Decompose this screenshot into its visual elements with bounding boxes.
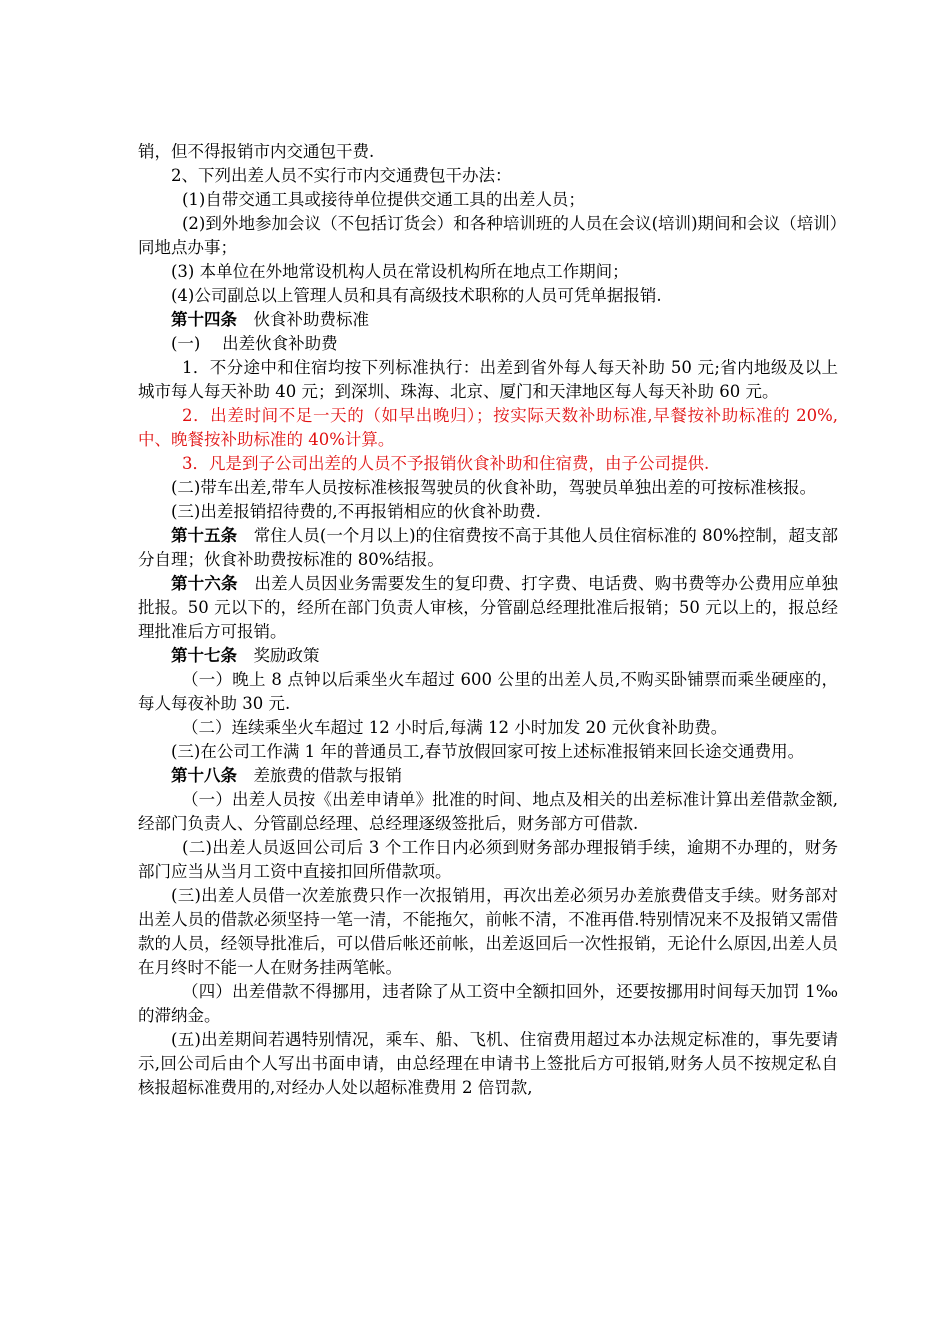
- body-paragraph: [138, 212, 838, 260]
- body-paragraph: [138, 284, 838, 308]
- paragraph-text: (二)出差人员返回公司后 3 个工作日内必须到财务部办理报销手续，逾期不办理的，财务部门应当从当月工资中直接扣回所借款项。: [138, 838, 838, 881]
- article-heading: 第十五条: [171, 526, 238, 545]
- paragraph-text: 2．出差时间不足一天的（如早出晚归）；按实际天数补助标准,早餐按补助标准的 20%,中、晚餐按补助标准的 40%计算。: [138, 406, 838, 449]
- paragraph-text: (三)在公司工作满 1 年的普通员工,春节放假回家可按上述标准报销来回长途交通费用。: [171, 742, 805, 761]
- paragraph-text: 差旅费的借款与报销: [237, 766, 402, 785]
- paragraph-text: (1)自带交通工具或接待单位提供交通工具的出差人员；: [182, 190, 585, 209]
- paragraph-text: (一) 出差伙食补助费: [171, 334, 338, 353]
- body-paragraph: [138, 500, 838, 524]
- paragraph-text: （二）连续乘坐火车超过 12 小时后,每满 12 小时加发 20 元伙食补助费。: [182, 718, 728, 737]
- article-heading: 第十七条: [171, 646, 237, 665]
- paragraph-text: 出差人员因业务需要发生的复印费、打字费、电话费、购书费等办公费用应单独批报。50 元以下的，经所在部门负责人审核，分管副总经理批准后报销；50 元以上的，报总经理批准后方可报销。: [138, 574, 839, 641]
- paragraph-text: (五)出差期间若遇特别情况，乘车、船、飞机、住宿费用超过本办法规定标准的，事先要请示,回公司后由个人写出书面申请，由总经理在申请书上签批后方可报销,财务人员不按规定私自核报超标准费用的,对经办人处以超标准费用 2 倍罚款,: [138, 1030, 838, 1097]
- article-heading: 第十八条: [171, 766, 237, 785]
- body-paragraph: [138, 716, 838, 740]
- paragraph-text: (二)带车出差,带车人员按标准核报驾驶员的伙食补助，驾驶员单独出差的可按标准核报。: [171, 478, 817, 497]
- paragraph-text: 2、下列出差人员不实行市内交通费包干办法：: [171, 166, 512, 185]
- body-paragraph: [138, 452, 838, 476]
- body-paragraph: [138, 980, 838, 1028]
- body-paragraph: [138, 404, 838, 452]
- paragraph-text: 奖励政策: [237, 646, 320, 665]
- paragraph-text: 常住人员(一个月以上)的住宿费按不高于其他人员住宿标准的 80%控制，超支部分自理；伙食补助费按标准的 80%结报。: [138, 526, 838, 569]
- body-paragraph: [138, 1028, 838, 1100]
- article-paragraph: [138, 644, 838, 668]
- body-paragraph: [138, 140, 838, 164]
- paragraph-text: 3．凡是到子公司出差的人员不予报销伙食补助和住宿费，由子公司提供.: [182, 454, 710, 473]
- body-paragraph: [138, 476, 838, 500]
- article-heading: 第十六条: [171, 574, 238, 593]
- paragraph-text: (3) 本单位在外地常设机构人员在常设机构所在地点工作期间；: [171, 262, 629, 281]
- paragraph-text: 1．不分途中和住宿均按下列标准执行：出差到省外每人每天补助 50 元;省内地级及以上城市每人每天补助 40 元；到深圳、珠海、北京、厦门和天津地区每人每天补助 60 元。: [138, 358, 838, 401]
- paragraph-text: （一）晚上 8 点钟以后乘坐火车超过 600 公里的出差人员,不购买卧铺票而乘坐硬座的，每人每夜补助 30 元.: [138, 670, 838, 713]
- article-paragraph: [138, 308, 838, 332]
- document-page: [138, 140, 838, 1100]
- paragraph-text: （一）出差人员按《出差申请单》批准的时间、地点及相关的出差标准计算出差借款金额,经部门负责人、分管副总经理、总经理逐级签批后，财务部方可借款.: [138, 790, 838, 833]
- paragraph-text: (三)出差人员借一次差旅费只作一次报销用，再次出差必须另办差旅费借支手续。财务部对出差人员的借款必须坚持一笔一清，不能拖欠，前帐不清，不准再借.特别情况来不及报销又需借款的人员，经领导批准后，可以借后帐还前帐，出差返回后一次性报销，无论什么原因,出差人员在月终时不能一人在财务挂两笔帐。: [138, 886, 838, 977]
- paragraph-text: (三)出差报销招待费的,不再报销相应的伙食补助费.: [171, 502, 541, 521]
- body-paragraph: [138, 356, 838, 404]
- paragraph-text: (4)公司副总以上管理人员和具有高级技术职称的人员可凭单据报销.: [171, 286, 662, 305]
- paragraph-text: 伙食补助费标准: [237, 310, 369, 329]
- body-paragraph: [138, 836, 838, 884]
- article-paragraph: [138, 764, 838, 788]
- body-paragraph: [138, 788, 838, 836]
- article-paragraph: [138, 524, 838, 572]
- article-heading: 第十四条: [171, 310, 237, 329]
- article-paragraph: [138, 572, 838, 644]
- paragraph-text: 销，但不得报销市内交通包干费.: [138, 142, 375, 161]
- body-paragraph: [138, 188, 838, 212]
- paragraph-text: (2)到外地参加会议（不包括订货会）和各种培训班的人员在会议(培训)期间和会议（培训）同地点办事；: [138, 214, 838, 257]
- body-paragraph: [138, 164, 838, 188]
- body-paragraph: [138, 668, 838, 716]
- body-paragraph: [138, 332, 838, 356]
- body-paragraph: [138, 260, 838, 284]
- body-paragraph: [138, 740, 838, 764]
- body-paragraph: [138, 884, 838, 980]
- paragraph-text: （四）出差借款不得挪用，违者除了从工资中全额扣回外，还要按挪用时间每天加罚 1‰的滞纳金。: [138, 982, 838, 1025]
